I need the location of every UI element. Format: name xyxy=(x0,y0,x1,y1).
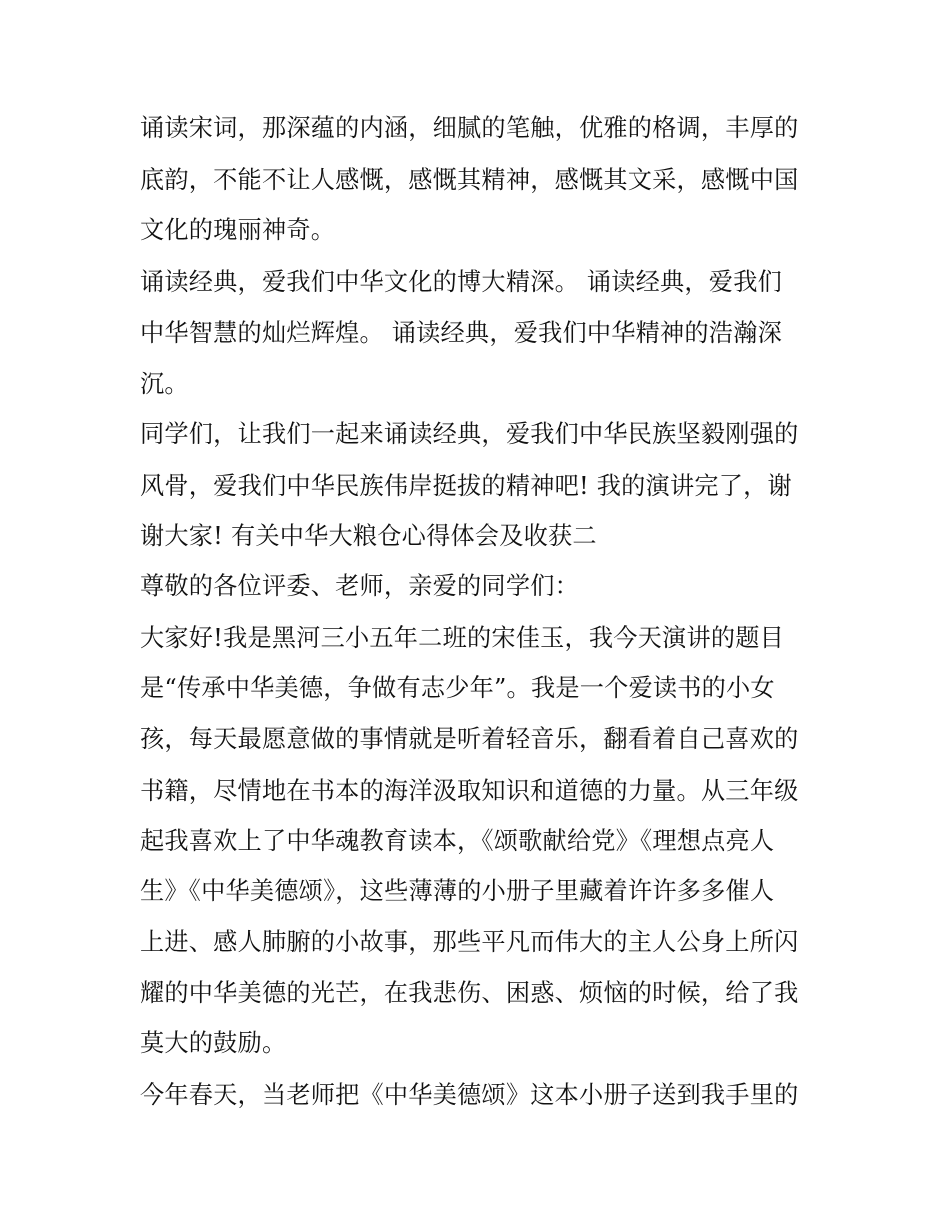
text-line: 风骨，爱我们中华民族伟岸挺拔的精神吧! 我的演讲完了，谢 xyxy=(140,472,792,500)
text-line: 底韵，不能不让人感慨，感慨其精神，感慨其文采，感慨中国 xyxy=(140,166,799,194)
text-line: 大家好!我是黑河三小五年二班的宋佳玉，我今天演讲的题目 xyxy=(140,624,784,652)
text-line: 诵读宋词，那深蕴的内涵，细腻的笔触，优雅的格调，丰厚的 xyxy=(140,114,799,142)
text-line: 诵读经典，爱我们中华文化的博大精深。 诵读经典，爱我们 xyxy=(140,268,782,296)
text-line: 耀的中华美德的光芒，在我悲伤、困惑、烦恼的时候，给了我 xyxy=(140,979,799,1007)
text-line: 尊敬的各位评委、老师，亲爱的同学们： xyxy=(140,572,579,600)
text-line: 今年春天，当老师把《中华美德颂》这本小册子送到我手里的 xyxy=(140,1081,799,1109)
text-line: 书籍，尽情地在书本的海洋汲取知识和道德的力量。从三年级 xyxy=(140,777,799,805)
text-line: 孩，每天最愿意做的事情就是听着轻音乐，翻看着自己喜欢的 xyxy=(140,725,799,753)
text-line: 上进、感人肺腑的小故事，那些平凡而伟大的主人公身上所闪 xyxy=(140,928,799,956)
text-line: 沉。 xyxy=(140,370,189,398)
text-line: 中华智慧的灿烂辉煌。 诵读经典，爱我们中华精神的浩瀚深 xyxy=(140,319,782,347)
text-line: 生》《中华美德颂》，这些薄薄的小册子里藏着许许多多催人 xyxy=(140,877,775,905)
text-line: 同学们，让我们一起来诵读经典，爱我们中华民族坚毅刚强的 xyxy=(140,420,799,448)
text-line: 是“传承中华美德，争做有志少年”。我是一个爱读书的小女 xyxy=(140,674,775,702)
text-line: 莫大的鼓励。 xyxy=(140,1029,287,1057)
text-line: 起我喜欢上了中华魂教育读本，《颂歌献给党》《理想点亮人 xyxy=(140,827,775,855)
text-line: 文化的瑰丽神奇。 xyxy=(140,216,336,244)
text-line: 谢大家! 有关中华大粮仓心得体会及收获二 xyxy=(140,522,597,550)
